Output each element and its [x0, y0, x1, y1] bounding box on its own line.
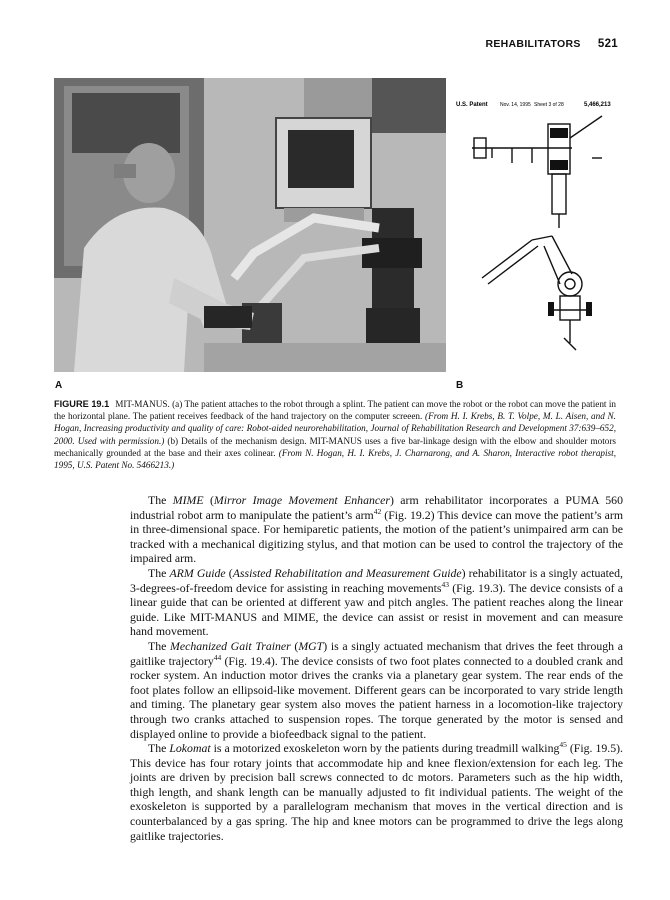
running-head-title: REHABILITATORS: [485, 38, 581, 50]
text-run: (Fig. 19.2) This device can move the patient’s arm in three-dimensional space. For hemiparetic patients, the motion of the patient’s unimpaired arm can be tracked with a mechanical digitizing stylus, and that motion can be used to control the trajectory of the impaired arm.: [130, 507, 623, 566]
text-run: (Fig. 19.4). The device consists of two foot plates connected to a doubled crank and rocker system. An induction motor drives the cranks via a planetary gear system. The rear ends of the foot plates follow an ellipsoid-like movement. Different gears can be incorporated to vary stride length and timing. The planetary gear system also moves the patient harness in a locomotion-like trajectory through two cranks attached to suspension ropes. The torque generated by the motor is sensed and displayed online to provide a biofeedback signal to the patient.: [130, 653, 623, 741]
figure-patent-drawing: [452, 88, 622, 360]
panel-label-a: A: [55, 380, 63, 391]
text-run: (Fig. 19.5). This device has four rotary joints that accommodate hip and knee flexion/extension for each leg. The joints are driven by precision ball screws connected to dc motors. Parameters such as the hip width, thigh length, and shank length can be manually adjusted to fit individual patients. The weight of the exoskeleton is supported by a parallelogram mechanism that moves in the vertical direction and is counterbalanced by a gas spring. The hip and knee motors can be programmed to drive the legs along gaitlike trajectories.: [130, 741, 623, 843]
figure-photo-mit-manus: [54, 78, 446, 372]
figure-label: FIGURE 19.1: [54, 399, 110, 409]
term-mgt: Mechanized Gait Trainer: [170, 638, 291, 653]
patent-header-number: 5,466,213: [584, 102, 611, 108]
text-run: The: [148, 565, 170, 580]
caption-part-a: MIT-MANUS. (a) The patient attaches to the robot through a splint. The patient can move the robot or the robot can move the patient in the horizontal plane. The patient receives feedback of the hand trajectory on the computer screeen.: [54, 399, 616, 422]
patent-header-sheet: Sheet 3 of 28: [534, 102, 564, 108]
paragraph-lokomat: [130, 741, 623, 843]
text-run: The: [148, 638, 171, 653]
text-run: ) arm rehabilitator incorporates a PUMA 560 industrial robot arm to manipulate the patient’s arm: [130, 493, 623, 522]
text-run: (: [203, 493, 214, 507]
text-run: (Fig. 19.3). The device consists of a linear guide that can be oriented at different yaw and pitch angles. The patient reaches along the linear guide. Like MIT-MANUS and MIME, the device can assist or resist in movement and can measure hand movement.: [130, 580, 623, 639]
caption-reference-b: (From N. Hogan, H. I. Krebs, J. Charnarong, and A. Sharon, Interactive robot therapist, 1995, U.S. Patent No. 5466213.): [54, 447, 616, 471]
patent-header-left: U.S. Patent: [456, 102, 488, 108]
reference-superscript: 42: [373, 506, 382, 516]
text-run: ) is a singly actuated mechanism that drives the feet through a gaitlike trajectory: [130, 638, 623, 668]
text-run: The: [148, 741, 170, 756]
text-run: The: [148, 493, 173, 507]
panel-label-b: B: [456, 380, 464, 391]
paragraph-mime: [130, 493, 623, 566]
paragraph-arm-guide: [130, 566, 623, 639]
patent-header-date: Nov. 14, 1995: [500, 102, 531, 108]
term-arm-guide-full: Assisted Rehabilitation and Measurement Guide: [232, 565, 462, 580]
term-arm-guide: ARM Guide: [169, 565, 226, 580]
text-run: (: [225, 565, 233, 580]
term-mime: MIME: [172, 493, 204, 507]
running-head: [485, 38, 618, 50]
text-run: ) rehabilitator is a singly actuated, 3-degrees-of-freedom device for assisting in reaching movements: [130, 565, 623, 595]
caption-reference-a: (From H. I. Krebs, B. T. Volpe, M. L. Aisen, and N. Hogan, Increasing productivity and quality of care: Robot-aided neurorehabilitation, Journal of Rehabilitation Research and Development 37:639–652, 2000. Used with permission.): [54, 411, 616, 446]
page-number: 521: [597, 38, 618, 50]
reference-superscript: 45: [559, 740, 567, 750]
text-run: is a motorized exoskeleton worn by the patients during treadmill walking: [210, 741, 560, 756]
reference-superscript: 44: [213, 652, 222, 662]
figure-caption: [54, 398, 616, 471]
text-run: (: [290, 638, 299, 653]
reference-superscript: 43: [441, 579, 449, 589]
paragraph-mgt: [130, 639, 623, 741]
body-text: [130, 493, 623, 843]
term-lokomat: Lokomat: [169, 741, 211, 756]
term-mime-full: Mirror Image Movement Enhancer: [213, 493, 390, 507]
term-mgt-abbrev: MGT: [298, 638, 324, 653]
caption-part-b: (b) Details of the mechanism design. MIT-MANUS uses a five bar-linkage design with the elbow and shoulder motors mechanically grounded at the base and their axes colinear.: [54, 435, 616, 458]
